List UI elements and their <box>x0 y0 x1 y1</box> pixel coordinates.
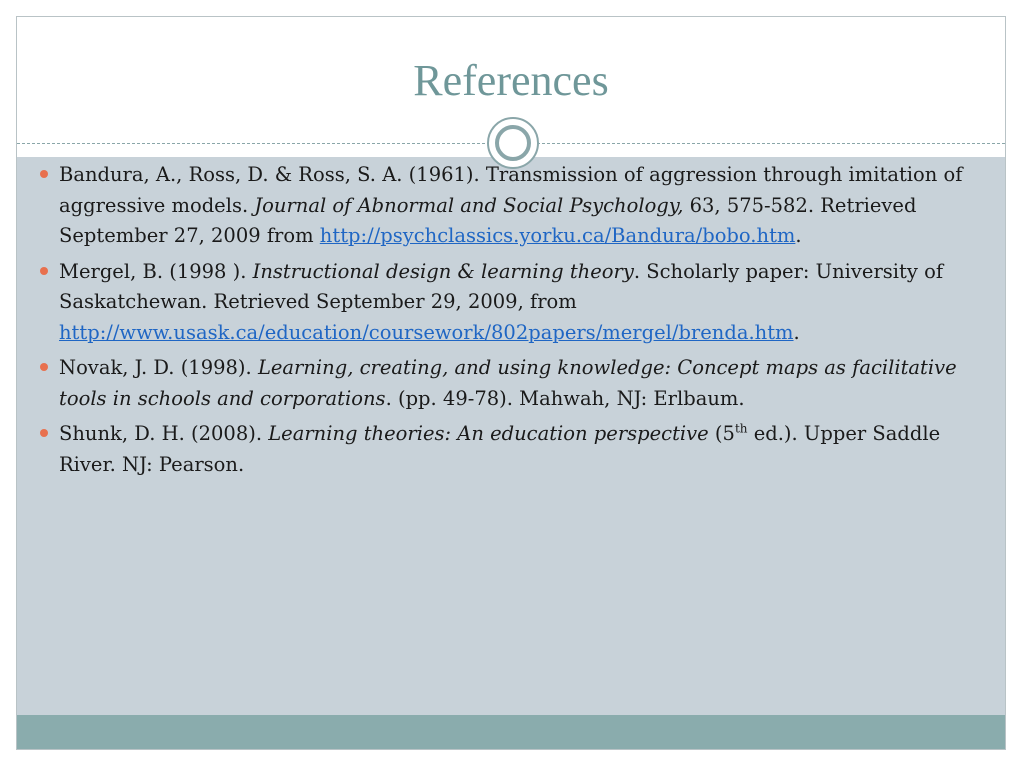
reference-text: 63, 575-582. Retrieved September 27, 2009 from <box>59 193 917 247</box>
reference-link[interactable]: http://www.usask.ca/education/coursework/802papers/mergel/brenda.htm <box>59 320 794 344</box>
reference-text: Bandura, A., Ross, D. & Ross, S. A. (1961). Transmission of aggression through imitation of aggressive models. <box>59 163 963 217</box>
orange-dot-icon <box>40 429 48 437</box>
reference-link[interactable]: http://psychclassics.yorku.ca/Bandura/bobo.htm <box>319 224 796 247</box>
reference-text: Mergel, B. (1998 ). <box>59 259 253 283</box>
reference-tail: . <box>795 224 802 247</box>
reference-list <box>40 160 980 485</box>
orange-dot-icon <box>40 363 48 371</box>
reference-item <box>40 353 980 414</box>
reference-text: ed.). Upper Saddle River. NJ: Pearson. <box>59 422 941 476</box>
orange-dot-icon <box>40 170 48 178</box>
slide-title: References <box>413 56 609 105</box>
reference-text: . (pp. 49-78). Mahwah, NJ: Erlbaum. <box>385 386 745 410</box>
reference-title: Instructional design & learning theory <box>252 259 634 283</box>
reference-text: Shunk, D. H. (2008). <box>59 422 269 445</box>
reference-journal: Journal of Abnormal and Social Psychology, <box>254 193 684 217</box>
reference-text: (5 <box>708 422 735 445</box>
edition-superscript: th <box>734 421 748 436</box>
reference-title: Learning, creating, and using knowledge: Concept maps as facilitative tools in schools and corporations <box>59 356 957 410</box>
reference-item <box>40 419 980 480</box>
reference-item <box>40 257 980 349</box>
reference-text: . Scholarly paper: University of Saskatchewan. Retrieved September 29, 2009, from <box>59 259 944 313</box>
reference-text: Novak, J. D. (1998). <box>59 356 258 379</box>
reference-title: Learning theories: An education perspective <box>268 422 709 445</box>
inner-ring <box>495 125 531 161</box>
footer-band <box>17 715 1005 749</box>
orange-dot-icon <box>40 267 48 275</box>
reference-item <box>40 160 980 252</box>
reference-tail: . <box>793 320 800 344</box>
